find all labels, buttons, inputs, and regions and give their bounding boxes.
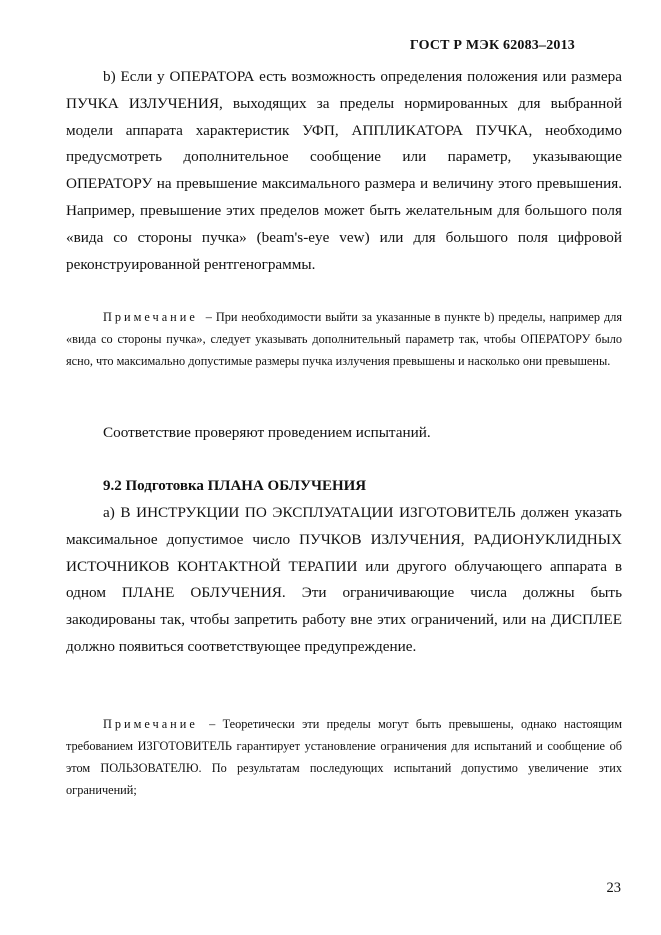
page-number: 23 [606, 880, 621, 896]
note-1-block [66, 306, 622, 372]
note-2 [66, 713, 622, 801]
paragraph-b: b) Если у ОПЕРАТОРА есть возможность определения положения или размера ПУЧКА ИЗЛУЧЕНИЯ, выходящих за пределы нормированных для выбранной модели аппарата характеристик УФП, АППЛИКАТОРА ПУЧКА, необходимо предусмотреть дополнительное сообщение или параметр, указывающие ОПЕРАТОРУ на превышение максимального размера и величину этого превышения. Например, превышение этих пределов может быть желательным для большого поля «вида со стороны пучка» (beam's-eye vew) или для большого поля цифровой реконструированной рентгенограммы. [66, 68, 622, 273]
document-header: ГОСТ Р МЭК 62083–2013 [409, 38, 575, 53]
note-1-text: При необходимости выйти за указанные в пункте b) пределы, например для «вида со стороны пучка», следует указывать дополнительный параметр так, чтобы ОПЕРАТОРУ было ясно, что максимально допустимые размеры пучка излучения превышены и насколько они превышены. [66, 310, 623, 368]
paragraph-a: a) В ИНСТРУКЦИИ ПО ЭКСПЛУАТАЦИИ ИЗГОТОВИТЕЛЬ должен указать максимальное допустимое число ПУЧКОВ ИЗЛУЧЕНИЯ, РАДИОНУКЛИДНЫХ ИСТОЧНИКОВ КОНТАКТНОЙ ТЕРАПИИ или другого облучающего аппарата в одном ПЛАНЕ ОБЛУЧЕНИЯ. Эти ограничивающие числа должны быть закодированы так, чтобы запретить работу вне этих ограничений, или на ДИСПЛЕЕ должно появиться соответствующее предупреждение. [66, 504, 622, 655]
note-2-label: Примечание [103, 717, 198, 731]
note-1-dash: – [205, 310, 212, 324]
note-1 [66, 306, 622, 372]
note-2-text: Теоретически эти пределы могут быть превышены, однако настоящим требованием ИЗГОТОВИТЕЛЬ гарантирует установление ограничения для испытаний и сообщение об этом ПОЛЬЗОВАТЕЛЮ. По результатам последующих испытаний допустимо увеличение этих ограничений; [66, 717, 623, 797]
note-2-block [66, 713, 622, 801]
note-1-label: Примечание [103, 310, 198, 324]
paragraph-a-block [66, 500, 622, 661]
compliance-statement: Соответствие проверяют проведением испытаний. [103, 424, 431, 441]
section-heading-block [66, 478, 622, 495]
paragraph-b-block [66, 64, 622, 278]
section-heading: 9.2 Подготовка ПЛАНА ОБЛУЧЕНИЯ [103, 478, 367, 494]
compliance-block [66, 420, 622, 447]
note-2-dash: – [209, 717, 216, 731]
